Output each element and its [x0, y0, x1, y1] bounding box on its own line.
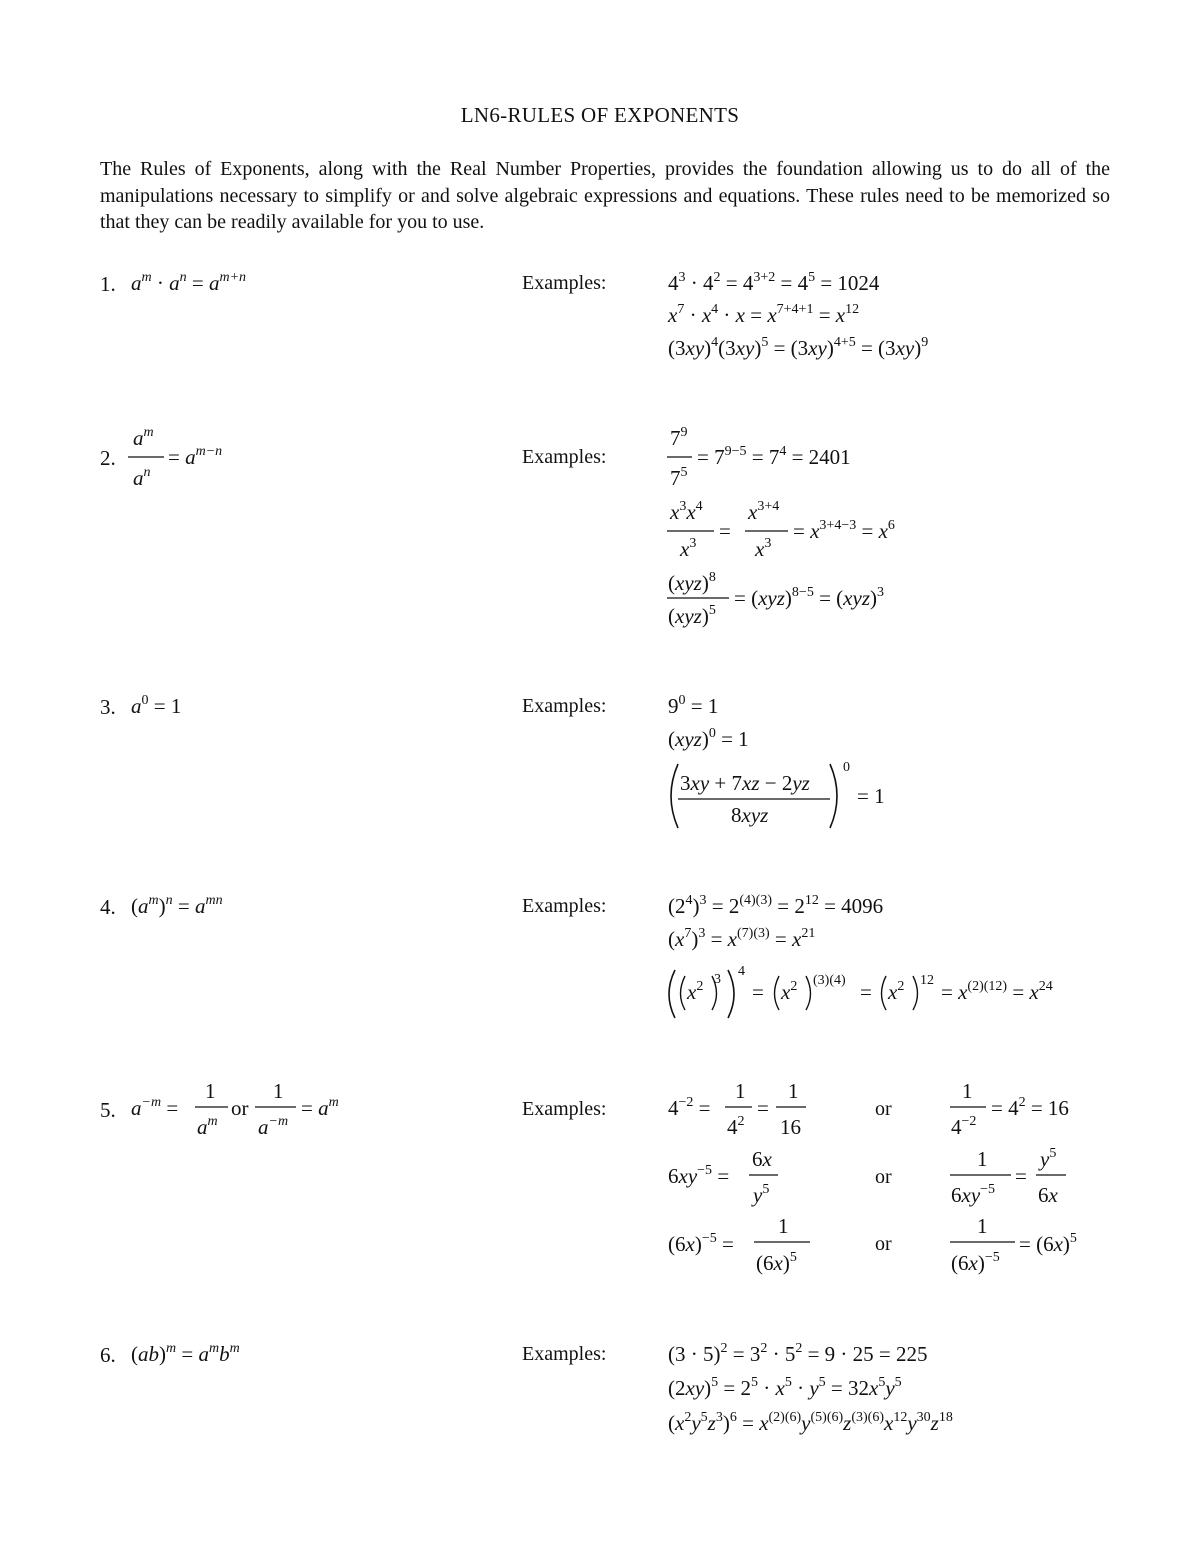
- rule-6-formula: [131, 1341, 240, 1366]
- rule-4-formula: [131, 893, 223, 918]
- svg-text:=: =: [1015, 1164, 1027, 1188]
- svg-text:= am: = $a^m$: [301, 1095, 339, 1120]
- svg-text:x3x4: $x^3x^4$: [670, 499, 703, 524]
- svg-text:x3: $x^3$: [755, 536, 772, 561]
- svg-text:(2xy)5 = 25 · x5 · y5 = 32x5y5: $(2xy)^5 = 2^5 \cdot x^5 \cdot y^5 = 32x^5y^5$: [668, 1375, 902, 1400]
- svg-text:3xy + 7xz − 2yz: 3xy + 7xz − 2yz: [680, 771, 810, 795]
- rule-2-examples: [667, 425, 895, 628]
- svg-text:= x(2)(12) = x24: = $x^{(2)(12)} = x^{24}$: [941, 979, 1053, 1004]
- svg-text:a−m =: $a^{-m}$ =: [131, 1095, 179, 1120]
- svg-text:am: $a^m$: [133, 425, 154, 450]
- svg-text:4−2 =: $4^{-2}$ =: [668, 1095, 711, 1120]
- or-word: or: [875, 1098, 892, 1120]
- svg-text:(x7)3 = x(7)(3) = x21: $(x^7)^3 = x^{(7)(3)} = x^{21}$: [668, 926, 816, 951]
- svg-text:=: =: [757, 1096, 769, 1120]
- examples-label: Examples:: [522, 1098, 607, 1120]
- svg-text:x2: $x^2$: [687, 979, 704, 1004]
- svg-text:43 · 42 = 43+2 = 45 = 1024: $4^3 \cdot 4^2 = 4^{3+2} = 4^5 = 1024$: [668, 270, 880, 295]
- rule-number: 4.: [100, 895, 116, 919]
- svg-text:am · an = am+n: $a^m \cdot a^n = a^{m+n}$: [131, 270, 247, 295]
- svg-text:6x: 6x: [752, 1147, 772, 1171]
- rule-number: 3.: [100, 695, 116, 719]
- svg-text:(3 · 5)2 = 32 · 52 = 9 · 25 =: $(3 \cdot 5)^2 = 3^2 \cdot 5^2 = 9 \cdot 25 = 225$: [668, 1341, 928, 1366]
- svg-text:an: $a^n$: [133, 465, 151, 490]
- page-title: LN6-RULES OF EXPONENTS: [460, 103, 740, 127]
- svg-text:(3)(4): (3)(4): [813, 973, 846, 988]
- svg-text:=: =: [719, 519, 731, 543]
- rule-4-examples: [668, 893, 1053, 1018]
- svg-text:4: 4: [738, 964, 745, 979]
- examples-label: Examples:: [522, 695, 607, 717]
- svg-text:(xyz)8: (xyz)$^8$: [668, 570, 716, 595]
- svg-text:90 = 1: $9^0 = 1$: [668, 693, 719, 718]
- svg-text:= (6x)5: = $(6x)^5$: [1019, 1231, 1077, 1256]
- rule-1-formula: [131, 270, 246, 295]
- intro-paragraph: The Rules of Exponents, along with the Real Number Properties, provides the foundation allowing us to do all of the manipulations necessary to simplify or and solve algebraic expressions and equations. These rules need to be memorized so that they can be readily available for you to use.: [100, 158, 1110, 233]
- svg-text:8xyz: 8xyz: [731, 803, 769, 827]
- examples-label: Examples:: [522, 446, 607, 468]
- svg-text:(xyz)0 = 1: (xyz)$^0$ = 1: [668, 726, 749, 751]
- svg-text:= 79−5 = 74 = 2401: = $7^{9-5} = 7^4 = 2401$: [697, 444, 851, 469]
- examples-label: Examples:: [522, 895, 607, 917]
- svg-text:= x3+4−3 = x6: = $x^{3+4-3} = x^6$: [793, 518, 895, 543]
- svg-text:16: 16: [780, 1115, 801, 1139]
- svg-text:(x2y5z3)6 = x(2)(6)y(5)(6)z(3): $(x^2y^5z^3)^6 = x^{(2)(6)}y^{(5)(6)}z^{(3)(6)}x^{12}y^{30}z^{18}$: [668, 1410, 953, 1435]
- rule-1-examples: [667, 270, 928, 360]
- svg-text:a0 = 1: $a^0 = 1$: [131, 693, 182, 718]
- svg-text:6xy−5 =: $6xy^{-5}$ =: [668, 1163, 730, 1188]
- rule-number: 6.: [100, 1343, 116, 1367]
- svg-text:=: =: [752, 980, 764, 1004]
- svg-text:75: $7^5$: [670, 465, 688, 490]
- svg-text:(ab)m = ambm: $(ab)^m = a^mb^m$: [131, 1341, 240, 1366]
- svg-text:6x: 6x: [1038, 1183, 1058, 1207]
- svg-text:79: $7^9$: [670, 425, 688, 450]
- or-word: or: [875, 1233, 892, 1255]
- svg-text:x2: $x^2$: [781, 979, 798, 1004]
- rule-3-formula: [131, 693, 181, 718]
- svg-text:y5: $y^5$: [753, 1182, 770, 1207]
- svg-text:1: 1: [962, 1079, 973, 1103]
- svg-text:a−m: $a^{-m}$: [258, 1114, 289, 1139]
- svg-text:(6x)−5: $(6x)^{-5}$: [951, 1250, 1000, 1275]
- svg-text:42: $4^2$: [727, 1114, 745, 1139]
- svg-text:y5: $y^5$: [1040, 1146, 1057, 1171]
- svg-text:am: $a^m$: [197, 1114, 218, 1139]
- svg-text:(6x)5: $(6x)^5$: [756, 1250, 797, 1275]
- rule-number: 1.: [100, 272, 116, 296]
- or-word: or: [875, 1166, 892, 1188]
- svg-text:= am−n: = $a^{m-n}$: [168, 444, 223, 469]
- rule-5-formula: [131, 1079, 339, 1139]
- svg-text:(am)n = amn: $(a^m)^n = a^{mn}$: [131, 893, 223, 918]
- rule-number: 5.: [100, 1098, 116, 1122]
- svg-text:x3+4: $x^{3+4}$: [748, 499, 780, 524]
- svg-text:or: or: [231, 1096, 249, 1120]
- examples-label: Examples:: [522, 272, 607, 294]
- examples-label: Examples:: [522, 1343, 607, 1365]
- svg-text:12: 12: [920, 973, 934, 988]
- svg-text:1: 1: [788, 1079, 799, 1103]
- svg-text:x7 · x4 · x = x7+4+1 = x12: $x^7 \cdot x^4 \cdot x = x^{7+4+1} = x^{12}$: [668, 302, 860, 327]
- svg-text:1: 1: [205, 1079, 216, 1103]
- svg-text:= 1: = 1: [857, 784, 885, 808]
- svg-text:1: 1: [977, 1147, 988, 1171]
- rule-6-examples: [668, 1341, 953, 1435]
- svg-text:1: 1: [273, 1079, 284, 1103]
- svg-text:(6x)−5 =: $(6x)^{-5}$ =: [668, 1231, 734, 1256]
- svg-text:= (xyz)8−5 = (xyz)3: = (xyz)$^{8-5}$ = (xyz)$^3$: [734, 585, 884, 610]
- svg-text:3: 3: [714, 972, 721, 987]
- svg-text:(24)3 = 2(4)(3) = 212 = 4096: $(2^4)^3 = 2^{(4)(3)} = 2^{12} = 4096$: [668, 893, 884, 918]
- svg-text:(3xy)4(3xy)5 = (3xy)4+5 = (3xy: $(3xy)^4(3xy)^5 = (3xy)^{4+5} = (3xy)^9$: [668, 335, 929, 360]
- svg-text:6xy−5: $6xy^{-5}$: [951, 1182, 996, 1207]
- svg-text:x3: $x^3$: [680, 536, 697, 561]
- svg-text:=: =: [860, 980, 872, 1004]
- svg-text:= 42 = 16: = $4^2 = 16$: [991, 1095, 1069, 1120]
- rule-2-formula: [128, 425, 222, 490]
- svg-text:(xyz)5: (xyz)$^5$: [668, 603, 716, 628]
- svg-text:4−2: $4^{-2}$: [951, 1114, 977, 1139]
- svg-text:1: 1: [778, 1214, 789, 1238]
- rule-number: 2.: [100, 446, 116, 470]
- svg-text:0: 0: [843, 760, 850, 775]
- rule-3-examples: [668, 693, 885, 828]
- svg-text:1: 1: [977, 1214, 988, 1238]
- svg-text:x2: $x^2$: [888, 979, 905, 1004]
- svg-text:1: 1: [735, 1079, 746, 1103]
- rule-5-examples: [668, 1079, 1077, 1275]
